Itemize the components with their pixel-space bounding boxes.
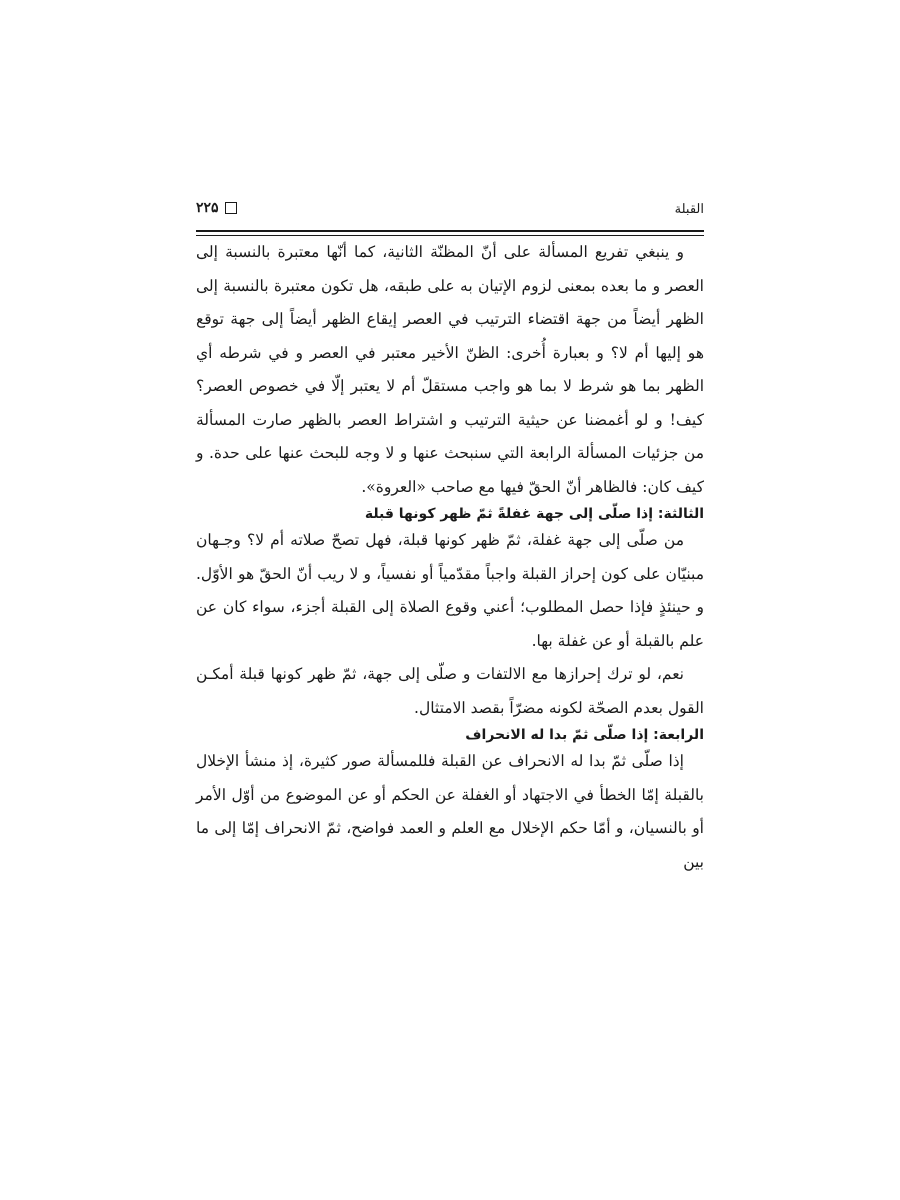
page-number: ۲۲۵	[196, 200, 219, 216]
paragraph-intro: و ينبغي تفريع المسألة على أنّ المظنّة الثانية، كما أنّها معتبرة بالنسبة إلى العصر و ما بعده بمعنى لزوم الإتيان به على طبقه، هل تكون معتبرة بالنسبة إلى الظهر أيضاً من جهة اقتضاء الترتيب في العصر إيقاع الظهر أيضاً إلى جهة توقع هو إليها أم لا؟ و بعبارة أُخرى: الظنّ الأخير معتبر في العصر و في شرطه أي الظهر بما هو شرط لا بما هو واجب مستقلّ أم لا يعتبر إلّا في خصوص العصر؟ كيف! و لو أغمضنا عن حيثية الترتيب و اشتراط العصر بالظهر صارت المسألة من جزئيات المسألة الرابعة التي سنبحث عنها و لا وجه للبحث عنها على حدة. و كيف كان: فالظاهر أنّ الحقّ فيها مع صاحب «العروة».	[196, 243, 704, 496]
paragraph-fourth-issue: إذا صلّى ثمّ بدا له الانحراف عن القبلة فللمسألة صور كثيرة، إذ منشأ الإخلال بالقبلة إمّا الخطأ في الاجتهاد أو الغفلة عن الحكم أو عن الموضوع من أوّل الأمر أو بالنسيان، و أمّا حكم الإخلال مع العلم و العمد فواضح، ثمّ الانحراف إمّا إلى ما بين	[196, 752, 704, 871]
heading-third-issue: الثالثة: إذا صلّى إلى جهة غفلةً ثمّ ظهر كونها قبلة	[364, 506, 704, 522]
page-header	[196, 196, 704, 230]
header-rule-thick	[196, 230, 704, 232]
book-page	[196, 196, 704, 879]
page-number-block	[196, 200, 237, 216]
heading-fourth-issue: الرابعة: إذا صلّى ثمّ بدا له الانحراف	[465, 727, 704, 743]
paragraph-third-issue: من صلّى إلى جهة غفلة، ثمّ ظهر كونها قبلة، فهل تصحّ صلاته أم لا؟ وجـهان مبنيّان على كون إحراز القبلة واجباً مقدّمياً أو نفسياً، و لا ريب أنّ الحقّ هو الأوّل. و حينئذٍ فإذا حصل المطلوب؛ أعني وقوع الصلاة إلى القبلة أجزء، سواء كان عن علم بالقبلة أو عن غفلة بها.	[196, 531, 704, 650]
paragraph-third-issue-note: نعم، لو ترك إحرازها مع الالتفات و صلّى إلى جهة، ثمّ ظهر كونها قبلة أمكـن القول بعدم الصحّة لكونه مضرّاً بقصد الامتثال.	[196, 665, 704, 717]
running-title: القبلة	[674, 202, 704, 217]
square-outline-icon	[225, 202, 237, 214]
